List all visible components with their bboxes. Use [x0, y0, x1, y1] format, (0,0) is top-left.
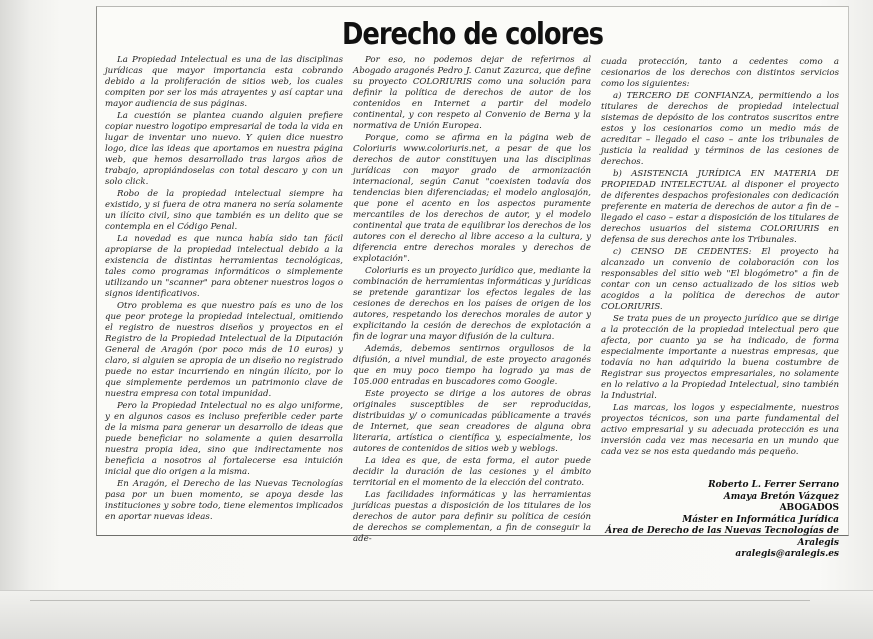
- paragraph: Además, debemos sentirnos orgullosos de la difusión, a nivel mundial, de este proyecto aragonés que en muy poco tiempo ha logrado ya mas de 105.000 entradas en buscadores como Google.: [353, 344, 591, 387]
- paragraph: Las marcas, los logos y especialmente, nuestros proyectos técnicos, son una parte fundamental del activo empresarial y su adecuada protección es una inversión cada vez mas necesaria en un mundo que cada vez se nos esta quedando más pequeño.: [601, 403, 839, 457]
- paragraph: La Propiedad Intelectual es una de las disciplinas jurídicas que mayor importancia esta cobrando debido a la proliferación de sitios web, los cuales compiten por ser los más atrayentes y así captar una mayor audiencia de sus páginas.: [105, 55, 343, 109]
- paragraph: La idea es que, de esta forma, el autor puede decidir la duración de las cesiones y el ámbito territorial en el momento de la elección del contrato.: [353, 456, 591, 488]
- paragraph: cuada protección, tanto a cedentes como a cesionarios de los derechos con distintos servicios como los siguientes:: [601, 57, 839, 89]
- paragraph: b) ASISTENCIA JURÍDICA EN MATERIA DE PROPIEDAD INTELECTUAL al disponer el proyecto de diferentes despachos profesionales con dedicación preferente en materia de derechos de autor a fin de – llegado el caso – estar a disposición de los titulares de derechos usuarios del sistema COLORIURIS en defensa de sus derechos ante los Tribunales.: [601, 169, 839, 245]
- article-column-1: [105, 55, 343, 524]
- signature-author-1: Roberto L. Ferrer Serrano: [708, 480, 839, 490]
- paragraph: Este proyecto se dirige a los autores de obras originales susceptibles de ser reproducidas, distribuidas y/ o comunicadas públicamente a través de Internet, que sean creadores de alguna obra literaria, artística o científica y, especialmente, los autores de contenidos de sitios web y weblogs.: [353, 389, 591, 454]
- paragraph: Por eso, no podemos dejar de referirnos al Abogado aragonés Pedro J. Canut Zazurca, que define su proyecto COLORIURIS como una solución para definir la política de derechos de autor de los contenidos en Internet a partir del modelo continental, y con respeto al Convenio de Berna y la normativa de Unión Europea.: [353, 55, 591, 131]
- paragraph: Robo de la propiedad intelectual siempre ha existido, y si fuera de otra manera no sería solamente un ilícito civil, sino que también es un delito que se contempla en el Código Penal.: [105, 189, 343, 232]
- signature-author-2: Amaya Bretón Vázquez: [723, 491, 839, 502]
- paragraph: c) CENSO DE CEDENTES: El proyecto ha alcanzado un convenio de colaboración con los responsables del sitio web "El blogómetro" a fin de contar con un censo actualizado de los sitios web acogidos a la política de derechos de autor COLORIURIS.: [601, 247, 839, 312]
- paragraph: Otro problema es que nuestro país es uno de los que peor protege la propiedad intelectual, omitiendo el registro de nuestros diseños y proyectos en el Registro de la Propiedad Intelectual de la Diputación General de Aragón (por poco más de 10 euros) y claro, si alguien se apropia de un diseño no registrado puede no estar incurriendo en ningún ilícito, por lo que simplemente perdemos un patrimonio clave de nuestra empresa con total impunidad.: [105, 301, 343, 399]
- page-fold-line: [30, 600, 810, 601]
- paragraph: Porque, como se afirma en la página web de Coloriuris www.coloriuris.net, a pesar de que los derechos de autor constituyen una las disciplinas jurídicas con mayor grado de armonización internacional, según Canut "coexisten todavía dos tendencias bien diferenciadas; el modelo anglosajón, que pone el acento en los aspectos puramente mercantiles de los derechos de autor, y el modelo continental que trata de equilibrar los derechos de los autores con el derecho al libre acceso a la cultura, y diferencia entre derechos morales y derechos de explotación".: [353, 133, 591, 264]
- signature-email: aralegis@aralegis.es: [735, 549, 839, 559]
- paragraph: La cuestión se plantea cuando alguien prefiere copiar nuestro logotipo empresarial de toda la vida en lugar de inventar uno nuevo. Y quien dice nuestro logo, dice las ideas que aportamos en nuestra página web, que hemos desarrollado tras largos años de trabajo, apropiándoselas con total descaro y con un solo click.: [105, 111, 343, 187]
- article-title: Derecho de colores: [341, 17, 604, 52]
- paragraph: En Aragón, el Derecho de las Nuevas Tecnologías pasa por un buen momento, se apoya desde las instituciones y sobre todo, tiene elementos implicados en aportar nuevas ideas.: [105, 479, 343, 522]
- article-column-2: [353, 55, 591, 546]
- signature-firm: Aralegis: [797, 537, 839, 548]
- signature-degree: Máster en Informática Jurídica: [682, 514, 839, 525]
- signature-role: ABOGADOS: [779, 503, 839, 513]
- paragraph: La novedad es que nunca había sido tan fácil apropiarse de la propiedad intelectual debido a la existencia de distintas herramientas tecnológicas, tales como programas informáticos o simplemente utilizando un "scanner" para obtener nuestros logos o signos identificativos.: [105, 234, 343, 299]
- newspaper-clipping: [96, 6, 849, 559]
- paragraph: Se trata pues de un proyecto jurídico que se dirige a la protección de la propiedad intelectual pero que afecta, por cuanto ya se ha indicado, de forma especialmente importante a nuestras empresas, que todavía no han adquirido la buena costumbre de Registrar sus proyectos empresariales, no solamente en lo relativo a la Propiedad Intelectual, sino también la Industrial.: [601, 314, 839, 401]
- author-signature: [601, 480, 839, 561]
- paragraph: Pero la Propiedad Intelectual no es algo uniforme, y en algunos casos es incluso preferible ceder parte de la misma para generar un desarrollo de ideas que puede beneficiar no solamente a quien desarrolla nuestra propia idea, sino que indirectamente nos beneficia a nosotros al fortalecerse esa intuición inicial que dio origen a la misma.: [105, 401, 343, 477]
- page-bottom-edge: [0, 590, 873, 639]
- paragraph: a) TERCERO DE CONFIANZA, permitiendo a los titulares de derechos de propiedad intelectual sistemas de depósito de los contratos suscritos entre estos y los cesionarios como un medio más de acreditar – llegado el caso – ante los tribunales de justicia la realidad y términos de las cesiones de derechos.: [601, 91, 839, 167]
- article-column-3: [601, 57, 839, 561]
- paragraph: Coloriuris es un proyecto jurídico que, mediante la combinación de herramientas informáticas y jurídicas se pretende garantizar los efectos legales de las cesiones de derechos en los países de origen de los autores, respetando los derechos morales de autor y explicitando la cesión de derechos de explotación a fin de lograr una mayor difusión de la cultura.: [353, 266, 591, 342]
- paragraph: Las facilidades informáticas y las herramientas jurídicas puestas a disposición de los titulares de los derechos de autor para definir su política de cesión de derechos se complementan, a fin de conseguir la ade-: [353, 490, 591, 544]
- signature-area: Área de Derecho de las Nuevas Tecnologías de: [605, 526, 839, 536]
